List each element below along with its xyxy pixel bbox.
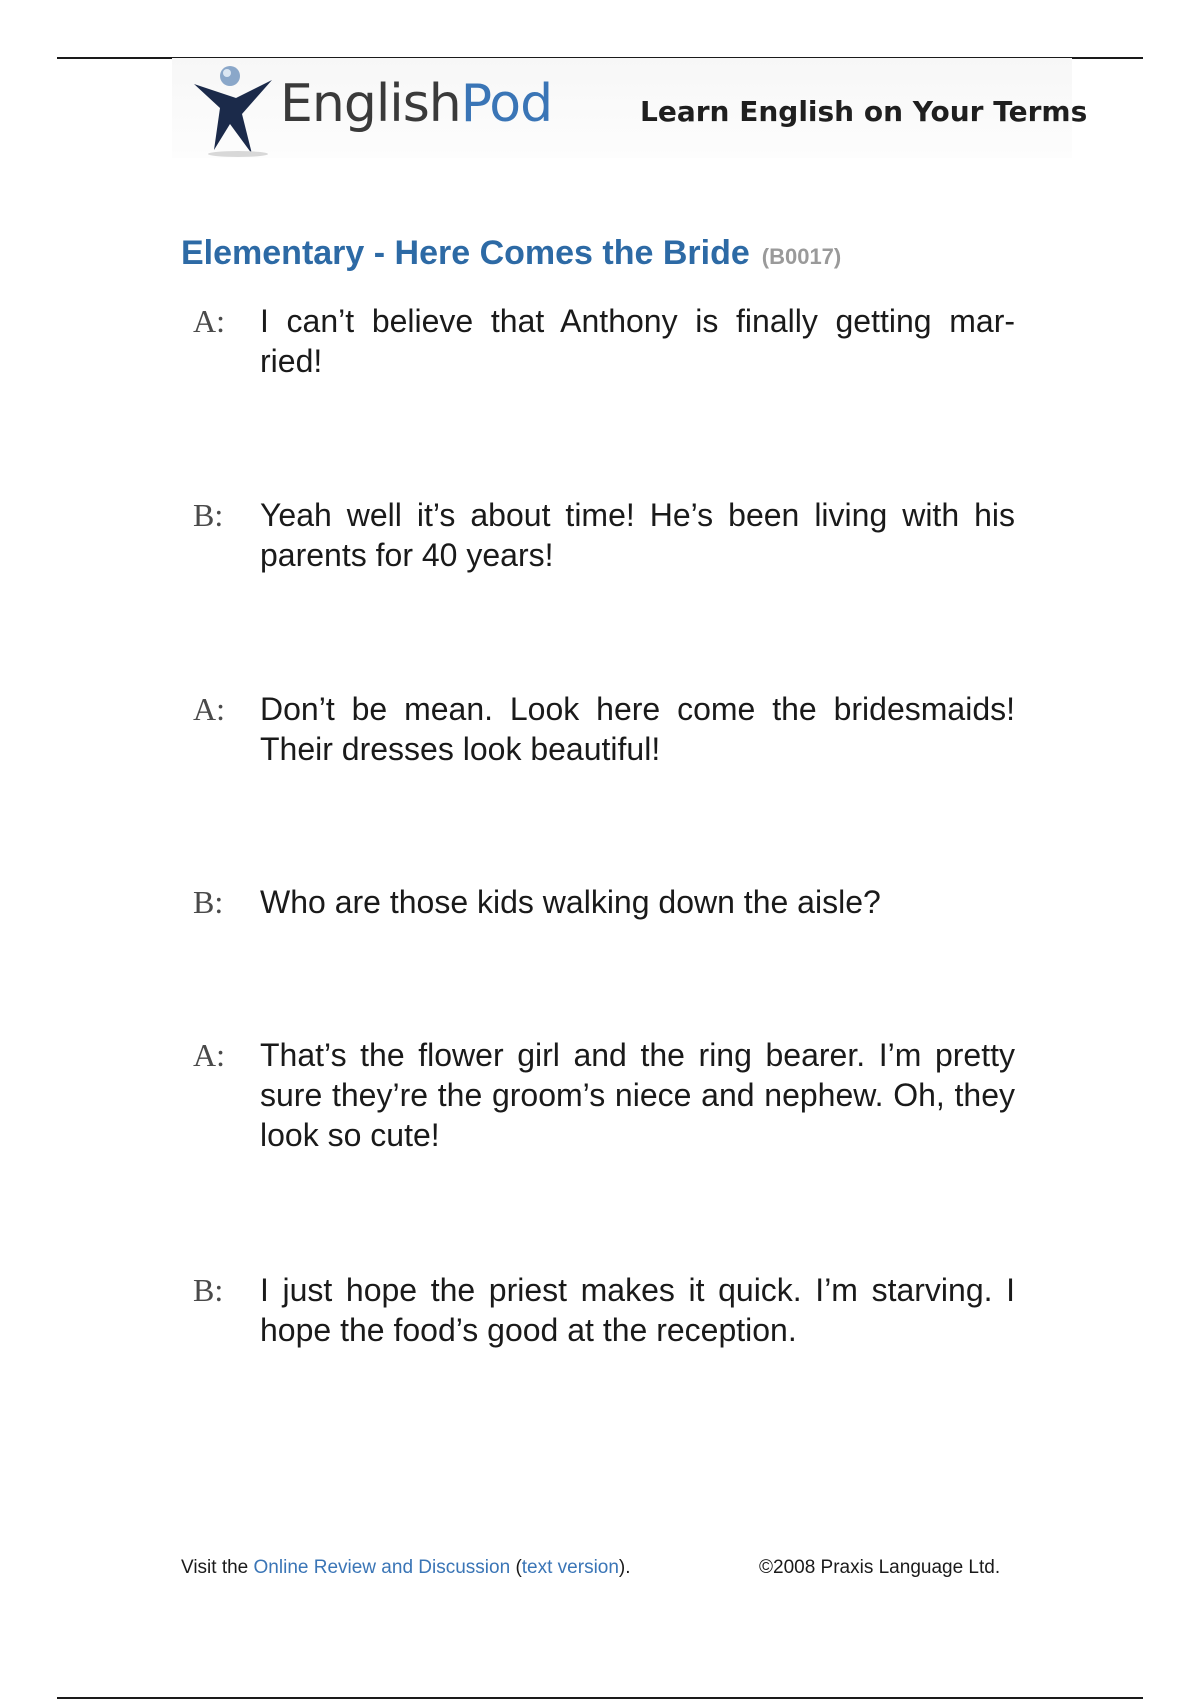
speech-text: I can’t believe that Anthony is finally getting mar- ried!: [260, 303, 1015, 379]
copyright: ©2008 Praxis Language Ltd.: [759, 1557, 1001, 1578]
speaker-label: A:: [193, 691, 225, 727]
speaker-label: B:: [193, 497, 224, 533]
lesson-title-text: Elementary - Here Comes the Bride: [181, 234, 750, 272]
speech-text: Don’t be mean. Look here come the bridesmaids! Their dresses look beautiful!: [260, 691, 1015, 767]
text-version-link[interactable]: text version: [521, 1557, 619, 1578]
bottom-rule: [57, 1697, 1143, 1699]
speech-text: Yeah well it’s about time! He’s been living with his parents for 40 years!: [260, 497, 1015, 573]
online-review-link[interactable]: Online Review and Discussion: [253, 1557, 511, 1578]
speaker-label: A:: [193, 1037, 225, 1073]
logo-english-text: English: [280, 74, 461, 134]
speech-text: I just hope the priest makes it quick. I’m starving. I hope the food’s good at the reception.: [260, 1272, 1015, 1348]
lesson-title: [181, 232, 841, 278]
logo-pod-text: Pod: [460, 74, 553, 134]
lesson-code: (B0017): [761, 244, 842, 269]
speaker-label: A:: [193, 303, 225, 339]
speaker-label: B:: [193, 884, 224, 920]
englishpod-logo-icon: [190, 64, 274, 158]
paren-open: (: [515, 1557, 522, 1578]
speaker-label: B:: [193, 1272, 224, 1308]
tagline: Learn English on Your Terms: [640, 95, 1088, 128]
header-banner: [172, 58, 1088, 158]
logo-wordmark: [280, 74, 552, 134]
speech-text: Who are those kids walking down the aisle?: [260, 884, 881, 920]
paren-close: ).: [618, 1557, 631, 1578]
footer-visit: [181, 1556, 631, 1580]
footer-visit-prefix: Visit the: [181, 1557, 249, 1578]
speech-text: That’s the flower girl and the ring bearer. I’m pretty sure they’re the groom’s niece and nephew. Oh, they look so cute!: [260, 1037, 1015, 1153]
